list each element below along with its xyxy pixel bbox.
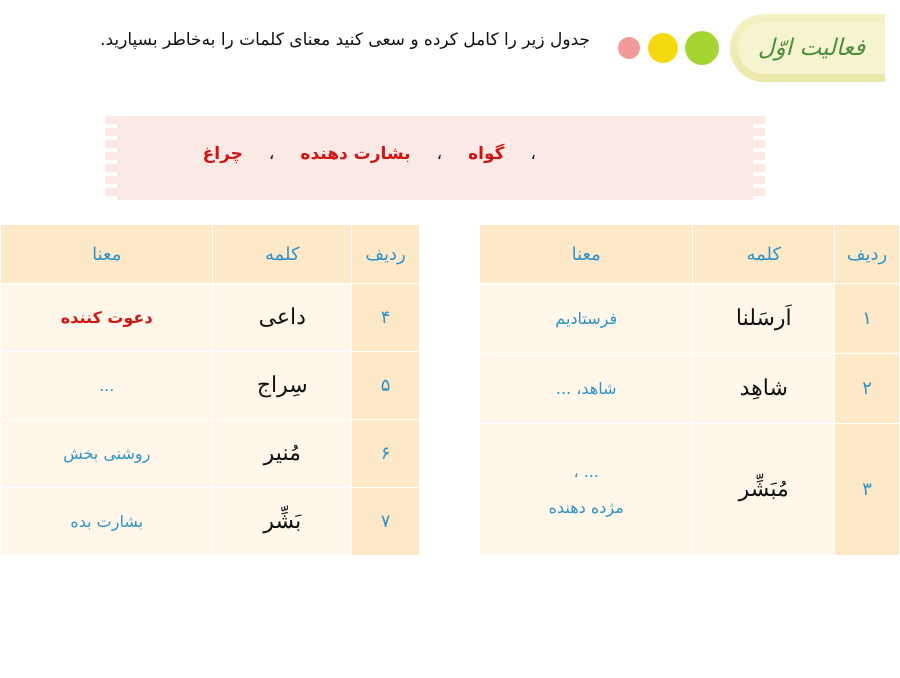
row-word: بَشِّر	[213, 488, 352, 556]
row-word: داعی	[213, 284, 352, 352]
word-bank-item: بشارت دهنده	[300, 144, 411, 164]
meaning-blank: ... ،	[573, 461, 599, 481]
table-header-row	[1, 225, 420, 284]
meaning-line: مژده دهنده	[548, 497, 624, 517]
row-number: ۳	[835, 424, 900, 556]
row-number: ۲	[835, 354, 900, 424]
row-word: شاهِد	[693, 354, 835, 424]
row-number: ۵	[352, 352, 420, 420]
row-meaning: فرستادیم	[480, 284, 693, 354]
row-meaning	[480, 424, 693, 556]
vocab-table-right	[479, 224, 900, 556]
row-number: ۶	[352, 420, 420, 488]
table-row	[1, 284, 420, 352]
word-bank-line	[113, 144, 757, 164]
table-row	[480, 424, 900, 556]
row-meaning: روشنی بخش	[1, 420, 213, 488]
row-meaning: بشارت بده	[1, 488, 213, 556]
pink-dot-icon	[618, 37, 640, 59]
instruction-text: جدول زیر را کامل کرده و سعی کنید معنای کلمات را به‌خاطر بسپارید.	[100, 30, 590, 50]
row-word: مُنیر	[213, 420, 352, 488]
word-bank	[113, 116, 757, 200]
activity-badge	[730, 14, 885, 82]
header-row-number: ردیف	[352, 225, 420, 284]
table-row	[480, 284, 900, 354]
table-row	[1, 352, 420, 420]
row-word: سِراج	[213, 352, 352, 420]
row-number: ۷	[352, 488, 420, 556]
row-number: ۴	[352, 284, 420, 352]
header-row-number: ردیف	[835, 225, 900, 284]
row-meaning: شاهد، ...	[480, 354, 693, 424]
word-bank-item: چراغ	[202, 144, 243, 164]
vocab-table-left	[0, 224, 420, 556]
word-separator: ،	[268, 144, 275, 164]
header-word: کلمه	[693, 225, 835, 284]
green-dot-icon	[685, 31, 719, 65]
header-word: کلمه	[213, 225, 352, 284]
table-row	[480, 354, 900, 424]
word-bank-item: گواه	[468, 144, 505, 164]
activity-title: فعالیت اوّل	[738, 22, 885, 74]
row-meaning: ...	[1, 352, 213, 420]
yellow-dot-icon	[648, 33, 678, 63]
word-separator: ،	[530, 144, 536, 164]
header-meaning: معنا	[1, 225, 213, 284]
table-row	[1, 488, 420, 556]
table-header-row	[480, 225, 900, 284]
row-word: مُبَشِّر	[693, 424, 835, 556]
row-meaning: دعوت کننده	[1, 284, 213, 352]
word-separator: ،	[436, 144, 443, 164]
row-number: ۱	[835, 284, 900, 354]
table-row	[1, 420, 420, 488]
row-word: اَرسَلنا	[693, 284, 835, 354]
header-meaning: معنا	[480, 225, 693, 284]
